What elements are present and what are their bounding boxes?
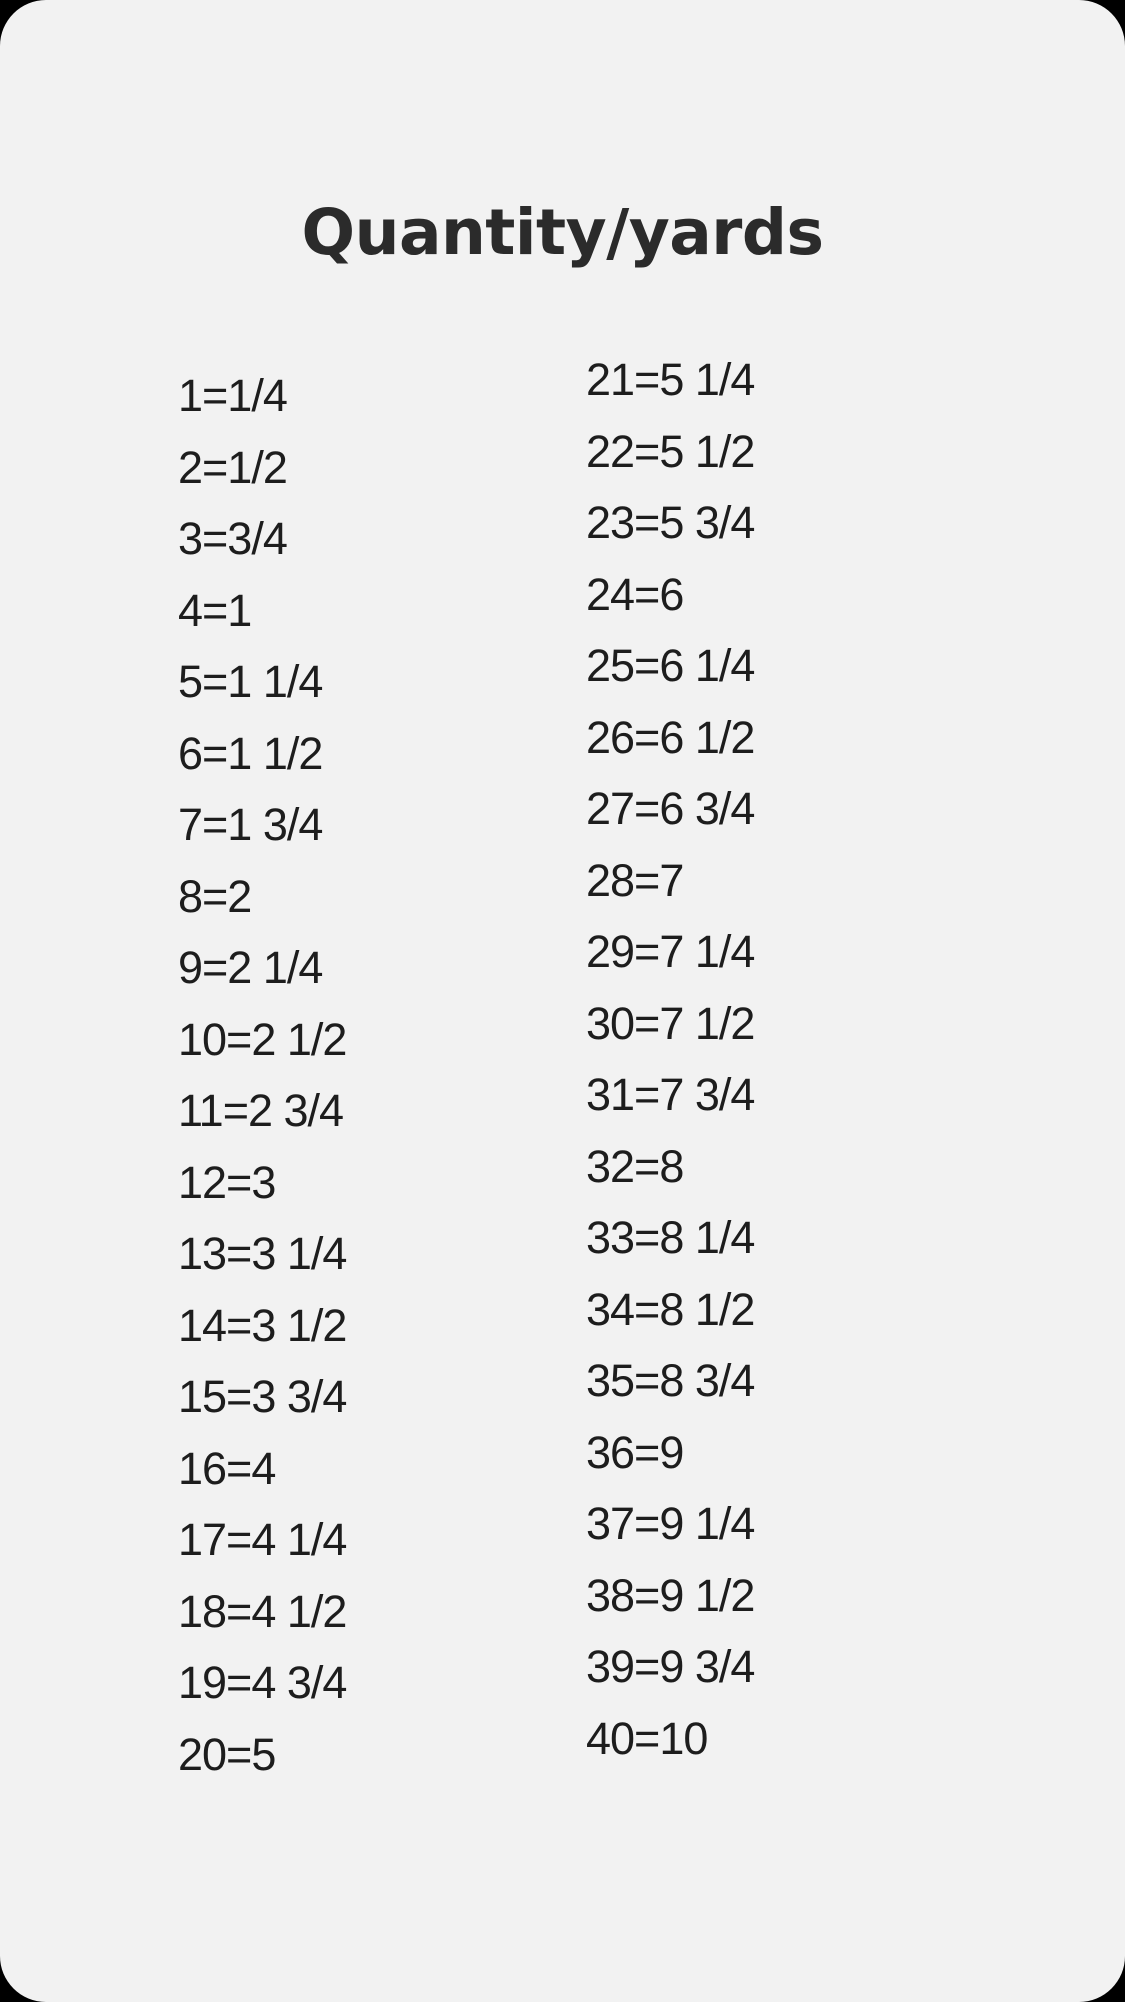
conversion-entry: 19=4 3/4 xyxy=(178,1657,347,1708)
conversion-entry: 40=10 xyxy=(586,1712,708,1764)
conversion-entry: 6=1 1/2 xyxy=(178,727,323,779)
conversion-entry: 29=7 1/4 xyxy=(586,926,755,977)
conversion-entry: 34=8 1/2 xyxy=(586,1283,755,1335)
conversion-entry: 27=6 3/4 xyxy=(586,783,755,834)
conversion-entry: 14=3 1/2 xyxy=(178,1299,347,1351)
conversion-entry: 3=3/4 xyxy=(178,513,287,564)
conversion-entry: 20=5 xyxy=(178,1728,276,1780)
conversion-entry: 5=1 1/4 xyxy=(178,656,323,707)
conversion-entry: 21=5 1/4 xyxy=(586,354,755,405)
conversion-entry: 9=2 1/4 xyxy=(178,942,323,993)
conversion-entry: 31=7 3/4 xyxy=(586,1069,755,1120)
conversion-entry: 37=9 1/4 xyxy=(586,1498,755,1549)
conversion-columns xyxy=(0,354,1125,1810)
conversion-column-right xyxy=(586,344,754,1774)
conversion-entry: 36=9 xyxy=(586,1426,684,1478)
conversion-entry: 32=8 xyxy=(586,1140,684,1192)
conversion-entry: 39=9 3/4 xyxy=(586,1641,755,1692)
conversion-entry: 18=4 1/2 xyxy=(178,1585,347,1637)
conversion-entry: 38=9 1/2 xyxy=(586,1569,755,1621)
conversion-entry: 16=4 xyxy=(178,1442,276,1494)
conversion-entry: 33=8 1/4 xyxy=(586,1212,755,1263)
conversion-entry: 4=1 xyxy=(178,584,252,636)
page-title: Quantity/yards xyxy=(301,196,824,269)
conversion-entry: 35=8 3/4 xyxy=(586,1355,755,1406)
conversion-entry: 28=7 xyxy=(586,854,684,906)
conversion-entry: 7=1 3/4 xyxy=(178,799,323,850)
conversion-entry: 10=2 1/2 xyxy=(178,1013,347,1065)
conversion-entry: 30=7 1/2 xyxy=(586,997,755,1049)
conversion-column-left xyxy=(178,360,346,1790)
conversion-entry: 13=3 1/4 xyxy=(178,1228,347,1279)
conversion-entry: 24=6 xyxy=(586,568,684,620)
conversion-entry: 12=3 xyxy=(178,1156,276,1208)
conversion-entry: 23=5 3/4 xyxy=(586,497,755,548)
conversion-entry: 25=6 1/4 xyxy=(586,640,755,691)
conversion-entry: 22=5 1/2 xyxy=(586,425,755,477)
conversion-entry: 15=3 3/4 xyxy=(178,1371,347,1422)
conversion-entry: 17=4 1/4 xyxy=(178,1514,347,1565)
conversion-entry: 1=1/4 xyxy=(178,370,287,421)
conversion-entry: 8=2 xyxy=(178,870,252,922)
conversion-entry: 26=6 1/2 xyxy=(586,711,755,763)
conversion-entry: 11=2 3/4 xyxy=(178,1085,344,1136)
conversion-entry: 2=1/2 xyxy=(178,441,287,493)
